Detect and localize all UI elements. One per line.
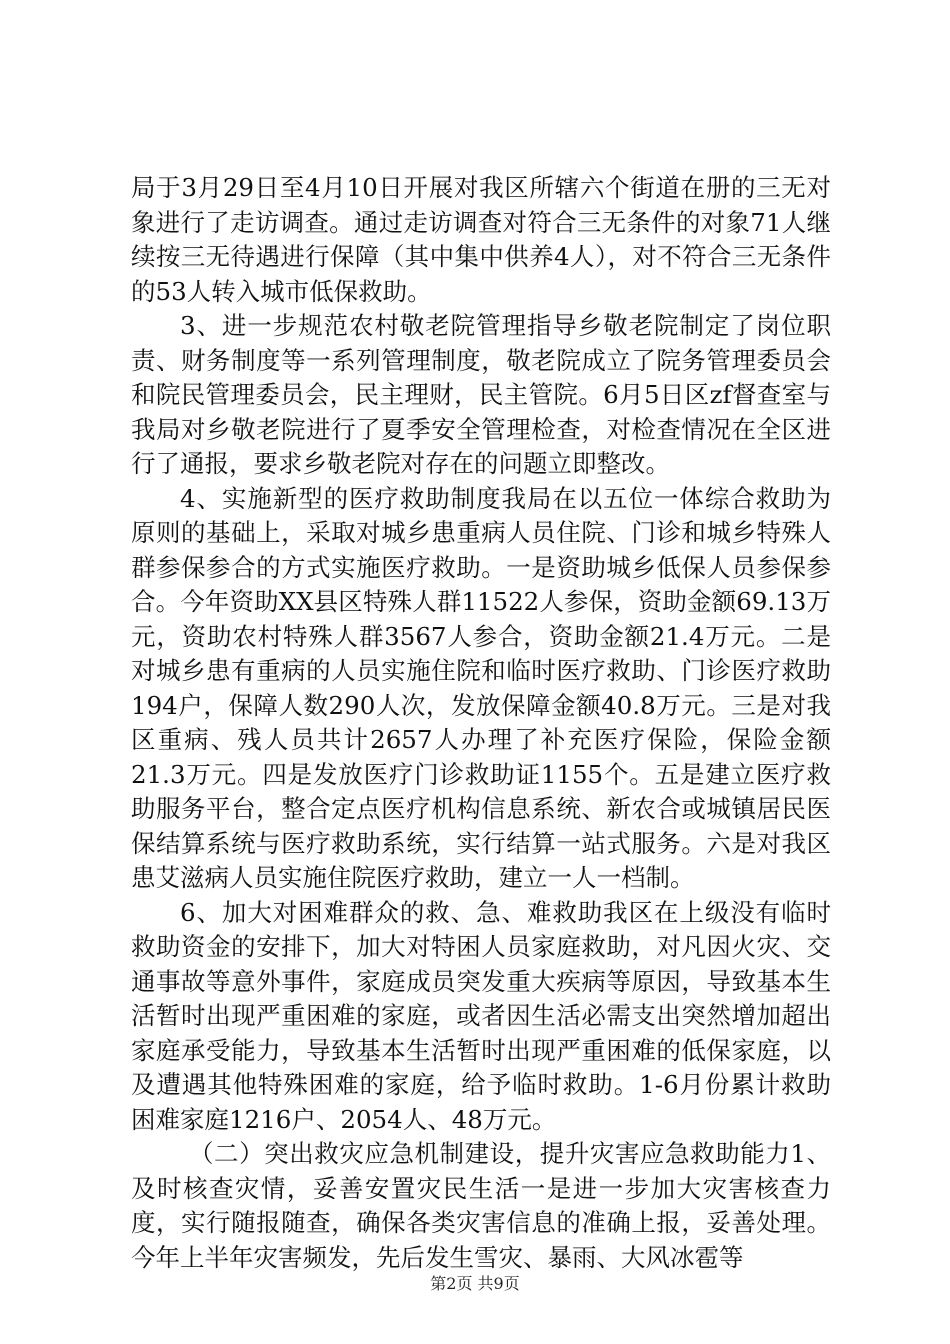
paragraph-emergency-assistance: 6、加大对困难群众的救、急、难救助我区在上级没有临时救助资金的安排下，加大对特困人员家庭救助，对凡因火灾、交通事故等意外事件，家庭成员突发重大疾病等原因，导致基本生活暂时出现严重困难的家庭，或者因生活必需支出突然增加超出家庭承受能力，导致基本生活暂时出现严重困难的低保家庭，以及遭遇其他特殊困难的家庭，给予临时救助。1-6月份累计救助困难家庭1216户、2054人、48万元。 — [131, 897, 831, 1134]
paragraph-medical-assistance: 4、实施新型的医疗救助制度我局在以五位一体综合救助为原则的基础上，采取对城乡患重病人员住院、门诊和城乡特殊人群参保参合的方式实施医疗救助。一是资助城乡低保人员参保参合。今年资助XX县区特殊人群11522人参保，资助金额69.13万元，资助农村特殊人群3567人参合，资助金额21.4万元。二是对城乡患有重病的人员实施住院和临时医疗救助、门诊医疗救助194户，保障人数290人次，发放保障金额40.8万元。三是对我区重病、残人员共计2657人办理了补充医疗保险，保险金额21.3万元。四是发放医疗门诊救助证1155个。五是建立医疗救助服务平台，整合定点医疗机构信息系统、新农合或城镇居民医保结算系统与医疗救助系统，实行结算一站式服务。六是对我区患艾滋病人员实施住院医疗救助，建立一人一档制。 — [131, 483, 831, 892]
document-body — [131, 171, 831, 1275]
paragraph-continuation: 局于3月29日至4月10日开展对我区所辖六个街道在册的三无对象进行了走访调查。通过走访调查对符合三无条件的对象71人继续按三无待遇进行保障（其中集中供养4人），对不符合三无条件的53人转入城市低保救助。 — [131, 173, 831, 306]
paragraph-disaster-relief: （二）突出救灾应急机制建设，提升灾害应急救助能力1、及时核查灾情，妥善安置灾民生活一是进一步加大灾害核查力度，实行随报随查，确保各类灾害信息的准确上报，妥善处理。今年上半年灾害频发，先后发生雪灾、暴雨、大风冰雹等 — [131, 1139, 831, 1272]
page-number-footer: 第2页 共9页 — [430, 1274, 520, 1293]
paragraph-nursing-home-management: 3、进一步规范农村敬老院管理指导乡敬老院制定了岗位职责、财务制度等一系列管理制度，敬老院成立了院务管理委员会和院民管理委员会，民主理财，民主管院。6月5日区zf督查室与我局对乡敬老院进行了夏季安全管理检查，对检查情况在全区进行了通报，要求乡敬老院对存在的问题立即整改。 — [131, 311, 831, 478]
